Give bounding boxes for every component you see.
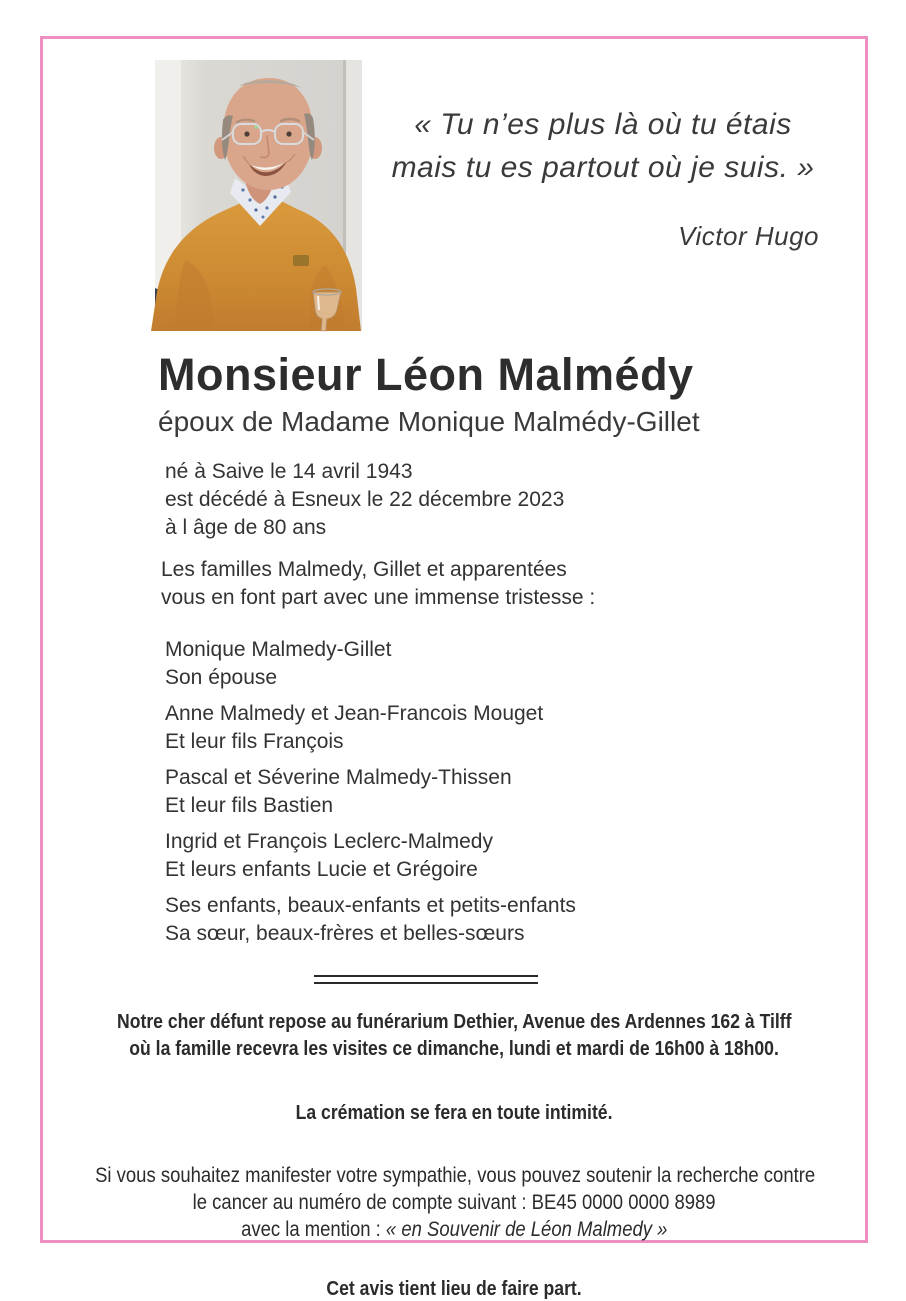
family-names: Ingrid et François Leclerc-Malmedy	[165, 830, 493, 853]
birth-line: né à Saive le 14 avril 1943	[165, 460, 413, 483]
family-names: Ses enfants, beaux-enfants et petits-enfants	[165, 894, 576, 917]
family-relation: Et leurs enfants Lucie et Grégoire	[165, 858, 478, 881]
announcement-line-2: vous en font part avec une immense tristesse :	[161, 586, 596, 609]
family-names: Monique Malmedy-Gillet	[165, 638, 392, 661]
family-relation: Son épouse	[165, 666, 278, 689]
faire-part-notice: Cet avis tient lieu de faire part.	[326, 1278, 582, 1300]
family-relation: Et leur fils François	[165, 730, 344, 753]
portrait-photo	[155, 60, 362, 331]
double-rule-divider	[314, 975, 538, 984]
announcement-line-1: Les familles Malmedy, Gillet et apparentées	[161, 558, 567, 581]
memorial-quote	[373, 103, 833, 251]
family-entry	[165, 700, 576, 756]
repose-notice	[46, 1009, 862, 1063]
sympathy-notice	[46, 1162, 862, 1243]
age-line: à l âge de 80 ans	[165, 516, 327, 539]
quote-line-1: « Tu n’es plus là où tu étais	[414, 108, 792, 141]
quote-author: Victor Hugo	[678, 221, 819, 251]
sympathy-line-2: le cancer au numéro de compte suivant : BE45 0000 0000 8989	[192, 1191, 716, 1214]
mention-prefix: avec la mention :	[240, 1218, 386, 1241]
family-list	[165, 636, 576, 956]
mention-quote: « en Souvenir de Léon Malmedy »	[385, 1218, 668, 1241]
family-entry	[165, 828, 576, 884]
family-relation: Sa sœur, beaux-frères et belles-sœurs	[165, 922, 525, 945]
family-entry	[165, 764, 576, 820]
repose-line-2: où la famille recevra les visites ce dimanche, lundi et mardi de 16h00 à 18h00.	[129, 1038, 779, 1060]
funeral-information	[46, 1009, 862, 1301]
deceased-subtitle: époux de Madame Monique Malmédy-Gillet	[158, 406, 700, 437]
cremation-notice: La crémation se fera en toute intimité.	[295, 1102, 613, 1124]
mention-line	[241, 1216, 667, 1243]
family-relation: Et leur fils Bastien	[165, 794, 334, 817]
pink-border-frame	[40, 36, 868, 1300]
family-entry	[165, 892, 576, 948]
death-line: est décédé à Esneux le 22 décembre 2023	[165, 488, 565, 511]
family-entry	[165, 636, 576, 692]
quote-line-2: mais tu es partout où je suis. »	[391, 151, 815, 184]
family-names: Pascal et Séverine Malmedy-Thissen	[165, 766, 512, 789]
family-names: Anne Malmedy et Jean-Francois Mouget	[165, 702, 544, 725]
repose-line-1: Notre cher défunt repose au funérarium Dethier, Avenue des Ardennes 162 à Tilff	[116, 1011, 792, 1033]
sympathy-line-1: Si vous souhaitez manifester votre sympathie, vous pouvez soutenir la recherche contre	[95, 1164, 816, 1187]
family-announcement	[161, 556, 595, 612]
birth-death-details	[165, 458, 564, 542]
deceased-name: Monsieur Léon Malmédy	[158, 349, 694, 400]
